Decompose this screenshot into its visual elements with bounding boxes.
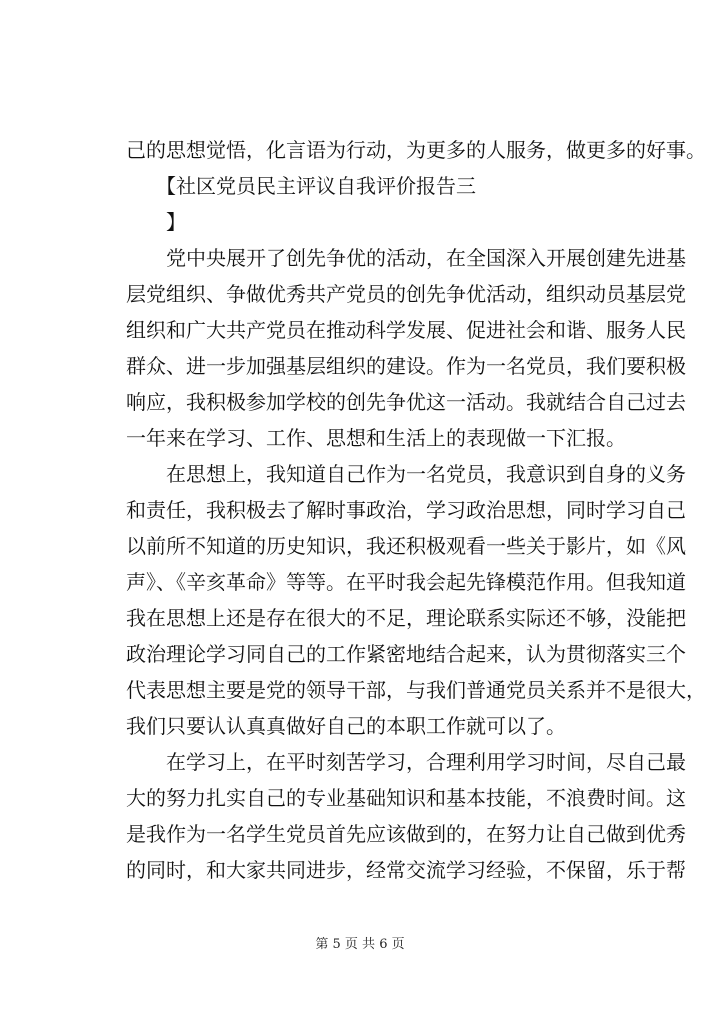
text-line: 大的努力扎实自己的专业基础知识和基本技能，不浪费时间。这 — [126, 786, 686, 810]
text-line: 我们只要认认真真做好自己的本职工作就可以了。 — [126, 714, 566, 738]
text-line: 在思想上，我知道自己作为一名党员，我意识到自身的义务 — [126, 462, 686, 486]
text-line: 一年来在学习、工作、思想和生活上的表现做一下汇报。 — [126, 426, 626, 450]
page-number: 第 5 页 共 6 页 — [315, 937, 405, 952]
text-line: 的同时，和大家共同进步，经常交流学习经验，不保留，乐于帮 — [126, 858, 686, 882]
text-line: 代表思想主要是党的领导干部，与我们普通党员关系并不是很大， — [126, 678, 706, 702]
text-line: 在学习上，在平时刻苦学习，合理利用学习时间，尽自己最 — [126, 750, 686, 774]
text-line: 是我作为一名学生党员首先应该做到的，在努力让自己做到优秀 — [126, 822, 686, 846]
text-line: 己的思想觉悟，化言语为行动，为更多的人服务，做更多的好事。 — [126, 138, 706, 162]
text-line: 党中央展开了创先争优的活动，在全国深入开展创建先进基 — [126, 246, 686, 270]
text-line: 响应，我积极参加学校的创先争优这一活动。我就结合自己过去 — [126, 390, 686, 414]
text-line: 政治理论学习同自己的工作紧密地结合起来，认为贯彻落实三个 — [126, 642, 686, 666]
text-line: 我在思想上还是存在很大的不足，理论联系实际还不够，没能把 — [126, 606, 686, 630]
text-line: 声》、《辛亥革命》等等。在平时我会起先锋模范作用。但我知道 — [126, 570, 686, 594]
text-line: 以前所不知道的历史知识，我还积极观看一些关于影片，如《风 — [126, 534, 686, 558]
text-line: 【社区党员民主评议自我评价报告三 — [126, 174, 476, 198]
text-line: 群众、进一步加强基层组织的建设。作为一名党员，我们要积极 — [126, 354, 686, 378]
text-line: 层党组织、争做优秀共产党员的创先争优活动，组织动员基层党 — [126, 282, 686, 306]
text-line: 】 — [126, 210, 186, 234]
text-line: 和责任，我积极去了解时事政治，学习政治思想，同时学习自己 — [126, 498, 686, 522]
text-line: 组织和广大共产党员在推动科学发展、促进社会和谐、服务人民 — [126, 318, 686, 342]
